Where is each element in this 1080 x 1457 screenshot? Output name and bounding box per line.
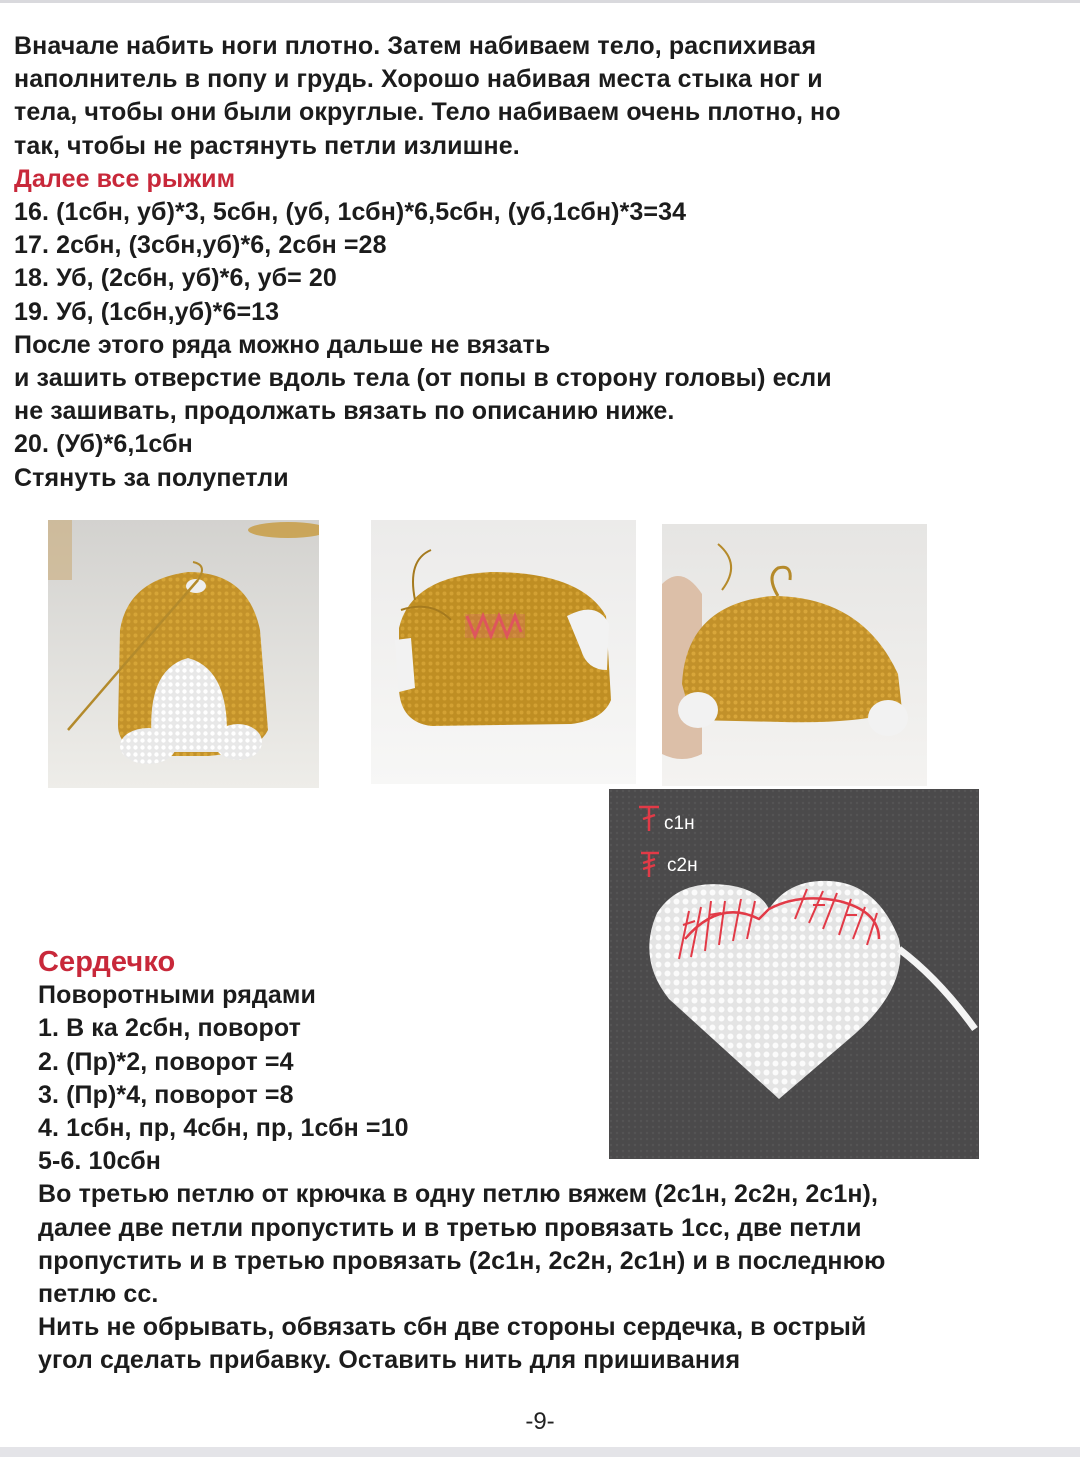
row-line: 17. 2сбн, (3сбн,уб)*6, 2сбн =28 [14, 231, 387, 260]
row-line: После этого ряда можно дальше не вязать [14, 330, 551, 359]
instructions-body-block [14, 30, 841, 495]
heart-line: 1. В ка 2сбн, поворот [38, 1014, 302, 1043]
legend-c2h: с2н [667, 855, 698, 876]
photo-body-sewing [371, 520, 636, 784]
heart-line: Во третью петлю от крючка в одну петлю вяжем (2с1н, 2с2н, 2с1н), [38, 1180, 879, 1209]
row-line: не зашивать, продолжать вязать по описанию ниже. [14, 397, 675, 426]
intro-line: Вначале набить ноги плотно. Затем набиваем тело, распихивая [14, 32, 817, 60]
heart-line: угол сделать прибавку. Оставить нить для пришивания [38, 1346, 741, 1375]
row-line: 18. Уб, (2сбн, уб)*6, уб= 20 [14, 264, 337, 293]
top-divider [0, 0, 1080, 3]
heart-line: далее две петли пропустить и в третью провязать 1сс, две петли [38, 1213, 862, 1242]
heart-line: 5-6. 10сбн [38, 1147, 161, 1176]
photo-body-finished [662, 524, 927, 786]
heart-line: пропустить и в третью провязать (2с1н, 2с2н, 2с1н) и в последнюю [38, 1246, 886, 1275]
legend-c1h: с1н [664, 813, 695, 834]
bottom-divider [0, 1447, 1080, 1457]
subheading-orange: Далее все рыжим [14, 164, 236, 193]
row-line: и зашить отверстие вдоль тела (от попы в сторону головы) если [14, 364, 832, 393]
heart-line: 4. 1сбн, пр, 4сбн, пр, 1сбн =10 [38, 1114, 409, 1143]
intro-line: наполнитель в попу и грудь. Хорошо набивая места стыка ног и [14, 65, 823, 94]
row-line: 19. Уб, (1сбн,уб)*6=13 [14, 297, 280, 326]
heart-line: Поворотными рядами [38, 981, 316, 1010]
intro-line: так, чтобы не растянуть петли излишне. [14, 131, 520, 160]
row-line: 16. (1сбн, уб)*3, 5сбн, (уб, 1сбн)*6,5сбн, (уб,1сбн)*3=34 [14, 198, 687, 227]
heart-instructions-block [38, 946, 885, 1378]
heart-line: 2. (Пр)*2, поворот =4 [38, 1047, 294, 1076]
heart-line: Нить не обрывать, обвязать сбн две стороны сердечка, в острый [38, 1313, 867, 1342]
photo-body-back [48, 520, 319, 788]
row-line: 20. (Уб)*6,1сбн [14, 430, 193, 459]
heart-line: 3. (Пр)*4, поворот =8 [38, 1080, 294, 1109]
heart-title: Сердечко [38, 946, 176, 978]
page-number: -9- [525, 1408, 555, 1435]
heart-line: петлю сс. [38, 1280, 159, 1309]
intro-line: тела, чтобы они были округлые. Тело набиваем очень плотно, но [14, 98, 841, 127]
row-line: Стянуть за полупетли [14, 463, 289, 492]
